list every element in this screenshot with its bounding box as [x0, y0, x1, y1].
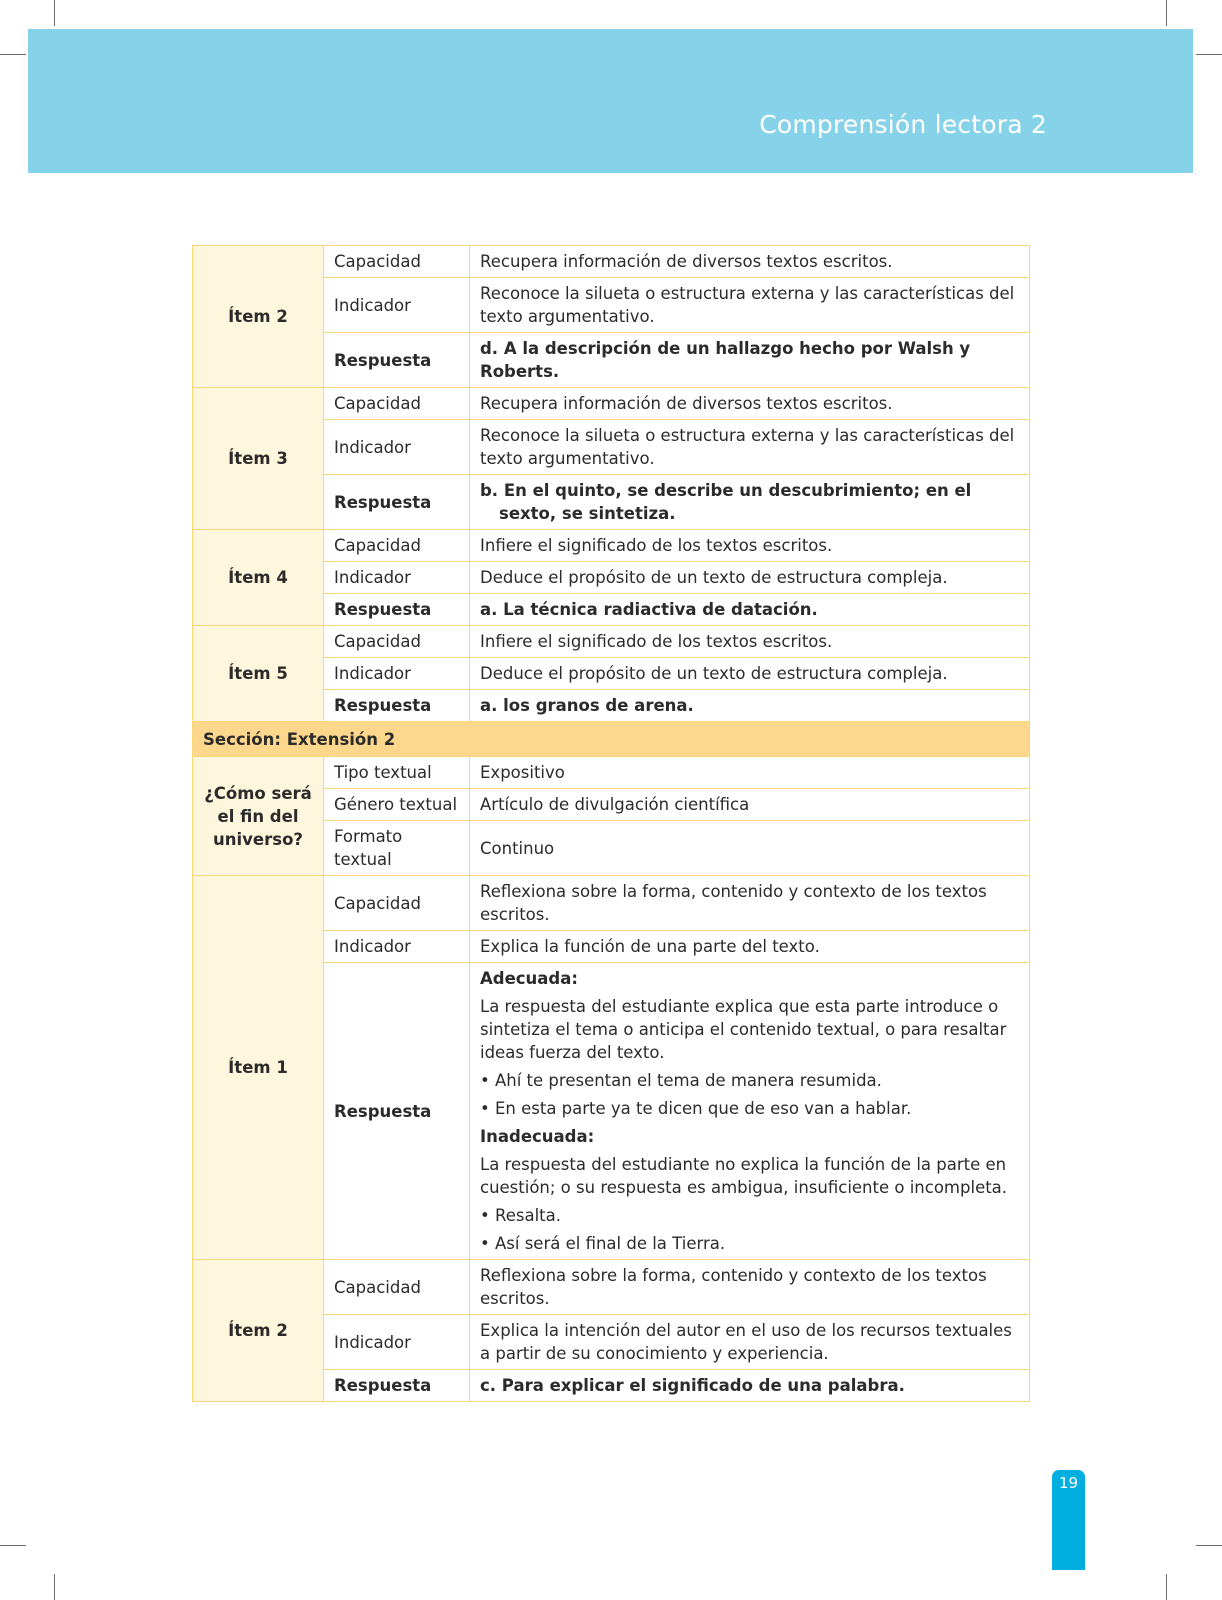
adecuada-text: La respuesta del estudiante explica que esta parte introduce o sintetiza el tema o anticipa el contenido textual, o para resaltar ideas fuerza del texto. — [480, 997, 1007, 1062]
respuesta-label: Respuesta — [324, 333, 470, 388]
indicador-label: Indicador — [324, 420, 470, 475]
respuesta-criteria — [470, 963, 1030, 1260]
indicador-label: Indicador — [324, 658, 470, 690]
capacidad-label: Capacidad — [324, 530, 470, 562]
respuesta-label: Respuesta — [324, 594, 470, 626]
capacidad-value: Reflexiona sobre la forma, contenido y contexto de los textos escritos. — [470, 1260, 1030, 1315]
page-number: 19 — [1058, 1474, 1079, 1492]
table-row — [193, 876, 1030, 931]
formato-textual-label: Formato textual — [324, 821, 470, 876]
inadecuada-example: • Así será el final de la Tierra. — [480, 1232, 1019, 1255]
capacidad-label: Capacidad — [324, 876, 470, 931]
respuesta-value: c. Para explicar el significado de una palabra. — [470, 1370, 1030, 1402]
section-title: Sección: Extensión 2 — [193, 722, 1030, 757]
crop-mark — [1196, 54, 1222, 55]
crop-mark — [0, 54, 26, 55]
indicador-label: Indicador — [324, 562, 470, 594]
respuesta-value: d. A la descripción de un hallazgo hecho por Walsh y Roberts. — [470, 333, 1030, 388]
tipo-textual-label: Tipo textual — [324, 757, 470, 789]
text-title: ¿Cómo será el fin del universo? — [193, 757, 324, 876]
genero-textual-label: Género textual — [324, 789, 470, 821]
respuesta-cell — [470, 475, 1030, 530]
inadecuada-heading: Inadecuada: — [480, 1127, 595, 1146]
inadecuada-example: • Resalta. — [480, 1204, 1019, 1227]
indicador-label: Indicador — [324, 931, 470, 963]
respuesta-value: a. los granos de arena. — [470, 690, 1030, 722]
table-row — [193, 530, 1030, 562]
inadecuada-text: La respuesta del estudiante no explica la función de la parte en cuestión; o su respuesta es ambigua, insuficiente o incompleta. — [480, 1155, 1008, 1197]
adecuada-heading: Adecuada: — [480, 969, 578, 988]
crop-mark — [1196, 1545, 1222, 1546]
indicador-label: Indicador — [324, 1315, 470, 1370]
table-row — [193, 388, 1030, 420]
respuesta-label: Respuesta — [324, 1370, 470, 1402]
indicador-value: Deduce el propósito de un texto de estructura compleja. — [470, 562, 1030, 594]
respuesta-value: a. La técnica radiactiva de datación. — [470, 594, 1030, 626]
crop-mark — [1166, 0, 1167, 26]
capacidad-label: Capacidad — [324, 388, 470, 420]
item-title: Ítem 1 — [193, 876, 324, 1260]
indicador-value: Reconoce la silueta o estructura externa y las características del texto argumentativo. — [470, 420, 1030, 475]
adecuada-example: • Ahí te presentan el tema de manera resumida. — [480, 1069, 1019, 1092]
item-title: Ítem 2 — [193, 246, 324, 388]
respuesta-label: Respuesta — [324, 475, 470, 530]
page-header-title: Comprensión lectora 2 — [759, 110, 1047, 139]
item-title: Ítem 2 — [193, 1260, 324, 1402]
indicador-value: Explica la intención del autor en el uso de los recursos textuales a partir de su conocimiento y experiencia. — [470, 1315, 1030, 1370]
indicador-value: Explica la función de una parte del texto. — [470, 931, 1030, 963]
tipo-textual-value: Expositivo — [470, 757, 1030, 789]
respuesta-label: Respuesta — [324, 963, 470, 1260]
formato-textual-value: Continuo — [470, 821, 1030, 876]
rubric-table — [192, 245, 1030, 1402]
capacidad-label: Capacidad — [324, 246, 470, 278]
table-row — [193, 246, 1030, 278]
item-title: Ítem 5 — [193, 626, 324, 722]
capacidad-value: Infiere el significado de los textos escritos. — [470, 530, 1030, 562]
indicador-value: Deduce el propósito de un texto de estructura compleja. — [470, 658, 1030, 690]
indicador-label: Indicador — [324, 278, 470, 333]
capacidad-label: Capacidad — [324, 626, 470, 658]
crop-mark — [0, 1545, 26, 1546]
header-band — [28, 29, 1193, 173]
table-row — [193, 1260, 1030, 1315]
capacidad-value: Reflexiona sobre la forma, contenido y contexto de los textos escritos. — [470, 876, 1030, 931]
adecuada-example: • En esta parte ya te dicen que de eso van a hablar. — [480, 1097, 1019, 1120]
respuesta-value: b. En el quinto, se describe un descubrimiento; en el sexto, se sintetiza. — [480, 481, 972, 523]
indicador-value: Reconoce la silueta o estructura externa y las características del texto argumentativo. — [470, 278, 1030, 333]
item-title: Ítem 4 — [193, 530, 324, 626]
capacidad-value: Infiere el significado de los textos escritos. — [470, 626, 1030, 658]
capacidad-value: Recupera información de diversos textos escritos. — [470, 246, 1030, 278]
crop-mark — [54, 0, 55, 26]
respuesta-label: Respuesta — [324, 690, 470, 722]
capacidad-label: Capacidad — [324, 1260, 470, 1315]
table-row — [193, 757, 1030, 789]
section-row — [193, 722, 1030, 757]
genero-textual-value: Artículo de divulgación científica — [470, 789, 1030, 821]
crop-mark — [1166, 1574, 1167, 1600]
item-title: Ítem 3 — [193, 388, 324, 530]
crop-mark — [54, 1574, 55, 1600]
table-row — [193, 626, 1030, 658]
capacidad-value: Recupera información de diversos textos escritos. — [470, 388, 1030, 420]
